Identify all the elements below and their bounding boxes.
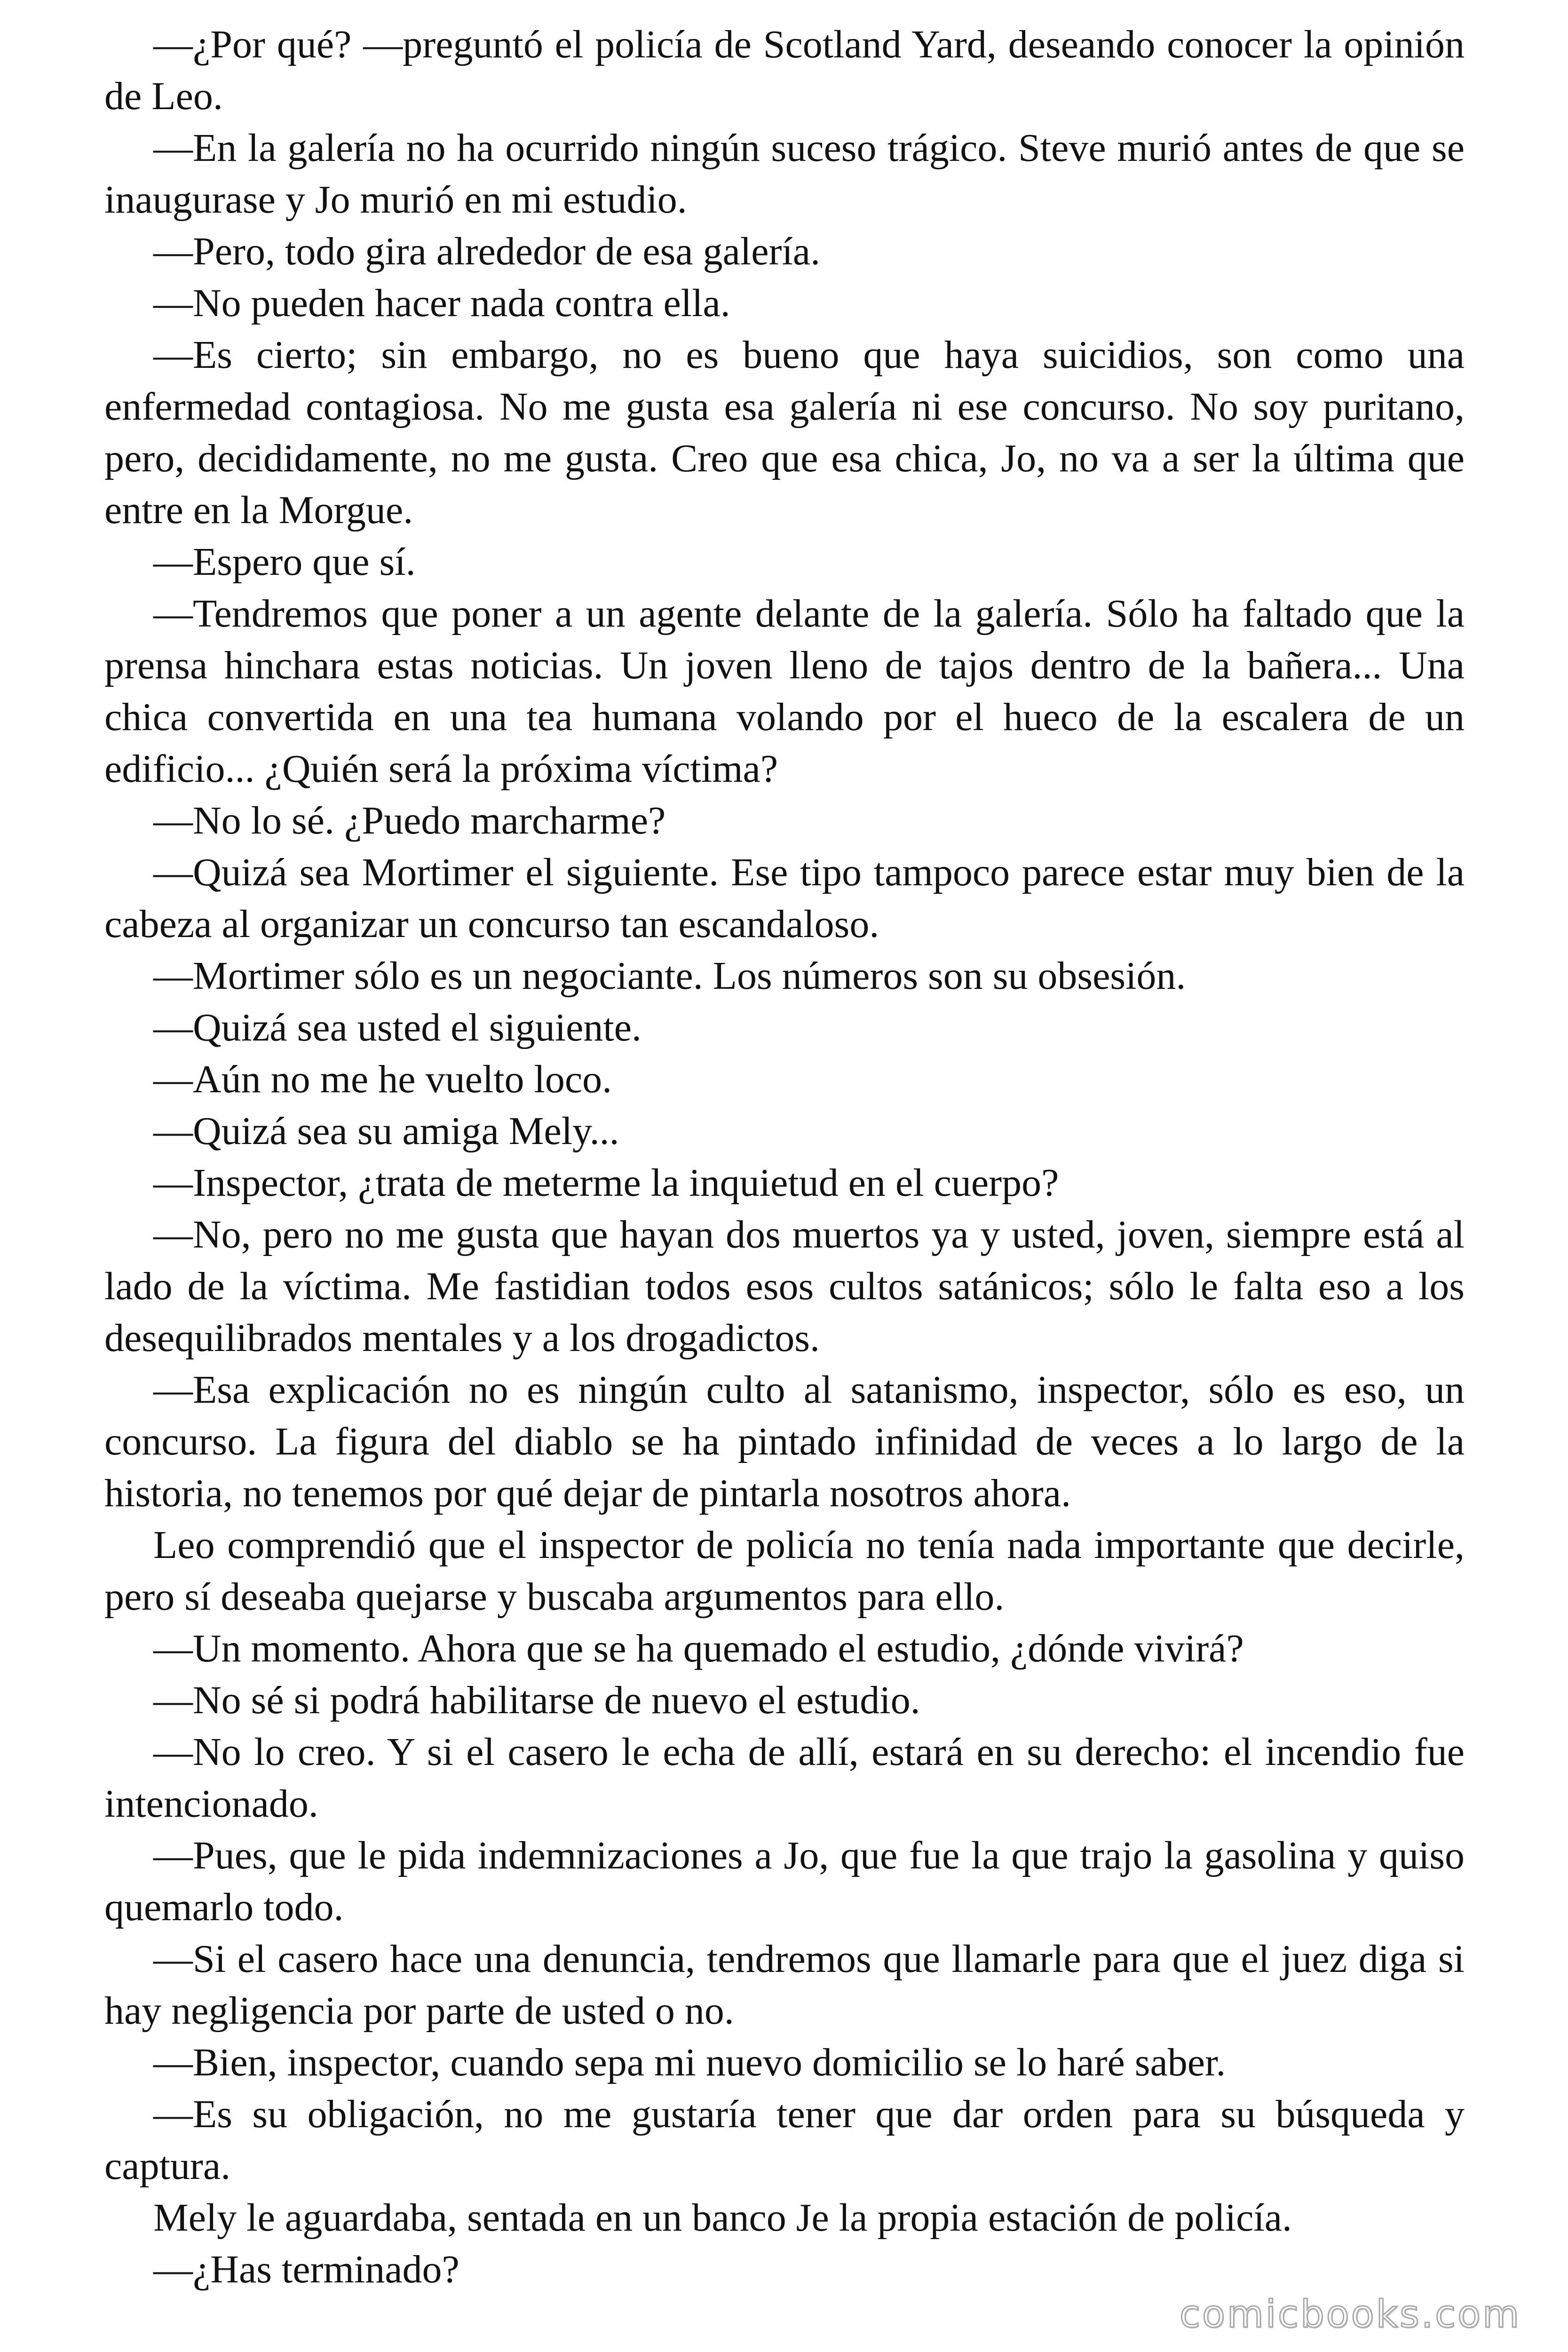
paragraph: —Mortimer sólo es un negociante. Los números son su obsesión. xyxy=(153,954,1186,998)
paragraph: —Un momento. Ahora que se ha quemado el estudio, ¿dónde vivirá? xyxy=(153,1627,1244,1670)
watermark: comicbooks.com xyxy=(1179,2292,1521,2336)
paragraph: —Pues, que le pida indemnizaciones a Jo, que fue la que trajo la gasolina y quiso quemarlo todo. xyxy=(104,1834,1465,1929)
paragraph: —Espero que sí. xyxy=(153,540,416,584)
paragraph: —No pueden hacer nada contra ella. xyxy=(153,281,730,325)
paragraph: —No lo creo. Y si el casero le echa de allí, estará en su derecho: el incendio fue intencionado. xyxy=(104,1730,1465,1826)
paragraph: —No, pero no me gusta que hayan dos muertos ya y usted, joven, siempre está al lado de la víctima. Me fastidian todos esos cultos satánicos; sólo le falta eso a los desequilibrados mentales y a los drogadictos. xyxy=(104,1213,1465,1360)
paragraph: —No sé si podrá habilitarse de nuevo el estudio. xyxy=(153,1678,920,1722)
paragraph: —Es su obligación, no me gustaría tener que dar orden para su búsqueda y captura. xyxy=(104,2092,1465,2188)
paragraph: —¿Por qué? —preguntó el policía de Scotland Yard, deseando conocer la opinión de Leo. xyxy=(104,23,1465,118)
paragraph: Leo comprendió que el inspector de policía no tenía nada importante que decirle, pero sí deseaba quejarse y buscaba argumentos para ello. xyxy=(104,1523,1465,1619)
paragraph: —Quizá sea Mortimer el siguiente. Ese tipo tampoco parece estar muy bien de la cabeza al organizar un concurso tan escandaloso. xyxy=(104,850,1465,946)
paragraph: —Quizá sea su amiga Mely... xyxy=(153,1109,619,1153)
paragraph: —Quizá sea usted el siguiente. xyxy=(153,1006,642,1049)
paragraph: —Aún no me he vuelto loco. xyxy=(153,1057,612,1101)
paragraph: Mely le aguardaba, sentada en un banco Je la propia estación de policía. xyxy=(153,2196,1292,2240)
paragraph: —Inspector, ¿trata de meterme la inquietud en el cuerpo? xyxy=(153,1161,1059,1205)
paragraph: —Esa explicación no es ningún culto al satanismo, inspector, sólo es eso, un concurso. La figura del diablo se ha pintado infinidad de veces a lo largo de la historia, no tenemos por qué dejar de pintarla nosotros ahora. xyxy=(104,1368,1465,1515)
paragraph: —Bien, inspector, cuando sepa mi nuevo domicilio se lo haré saber. xyxy=(153,2041,1226,2084)
page-text-body xyxy=(104,19,1465,2296)
paragraph: —Tendremos que poner a un agente delante de la galería. Sólo ha faltado que la prensa hinchara estas noticias. Un joven lleno de tajos dentro de la bañera... Una chica convertida en una tea humana volando por el hueco de la escalera de un edificio... ¿Quién será la próxima víctima? xyxy=(104,592,1465,791)
paragraph: —¿Has terminado? xyxy=(153,2248,459,2291)
paragraph: —Pero, todo gira alrededor de esa galería. xyxy=(153,230,821,273)
paragraph: —Si el casero hace una denuncia, tendremos que llamarle para que el juez diga si hay negligencia por parte de usted o no. xyxy=(104,1937,1465,2033)
paragraph: —Es cierto; sin embargo, no es bueno que haya suicidios, son como una enfermedad contagiosa. No me gusta esa galería ni ese concurso. No soy puritano, pero, decididamente, no me gusta. Creo que esa chica, Jo, no va a ser la última que entre en la Morgue. xyxy=(104,333,1465,532)
paragraph: —No lo sé. ¿Puedo marcharme? xyxy=(153,799,666,842)
paragraph: —En la galería no ha ocurrido ningún suceso trágico. Steve murió antes de que se inaugurase y Jo murió en mi estudio. xyxy=(104,126,1465,222)
